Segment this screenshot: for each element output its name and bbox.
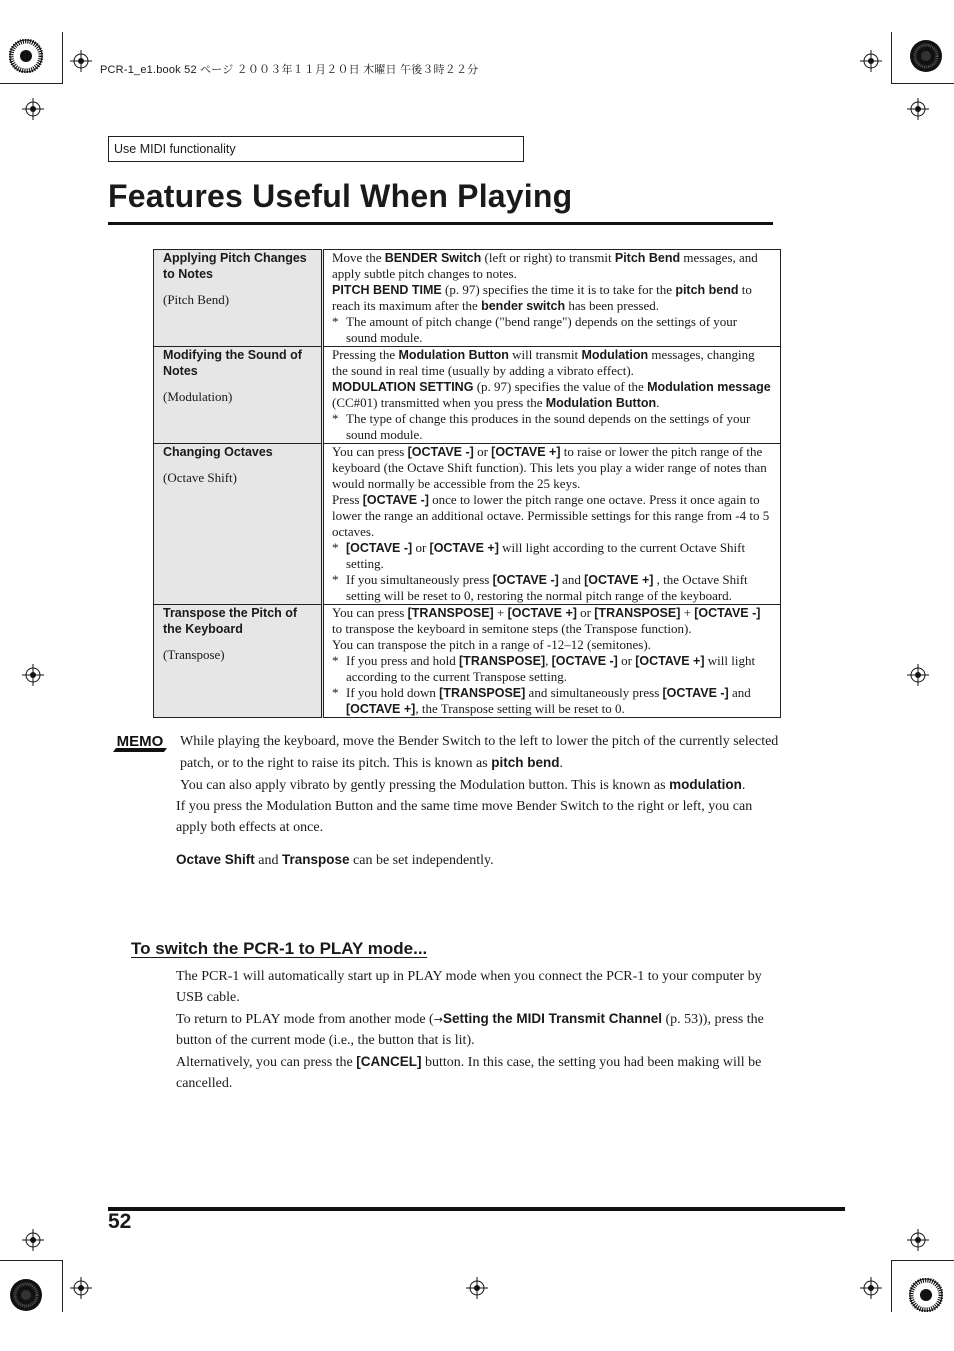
arrow-icon: → <box>433 1013 443 1026</box>
description-text: Press [OCTAVE -] once to lower the pitch range one octave. Press it once again to lower the range an additional octave. Permissible settings for this range from -4 to 5 octaves. <box>332 492 770 539</box>
footnote: * If you press and hold [TRANSPOSE], [OCTAVE -] or [OCTAVE +] will light according to the current Transpose setting. <box>332 653 756 684</box>
table-row <box>154 605 781 718</box>
description-text: You can press [TRANSPOSE] + [OCTAVE +] or [TRANSPOSE] + [OCTAVE -] to transpose the keyboard in semitone steps (the Transpose function). <box>332 605 761 636</box>
footnote: * The amount of pitch change ("bend range") depends on the settings of your sound module. <box>332 314 738 345</box>
body-paragraph: The PCR-1 will automatically start up in PLAY mode when you connect the PCR-1 to your computer by USB cable. <box>176 969 762 1005</box>
table-row <box>154 444 781 605</box>
memo-block <box>176 731 781 871</box>
table-label-cell <box>154 444 323 605</box>
page-title: Features Useful When Playing <box>108 178 573 214</box>
memo-paragraph: While playing the keyboard, move the Bender Switch to the left to lower the pitch of the currently selected patch, or to the right to raise its pitch. This is known as pitch bend. <box>180 734 779 771</box>
table-label-cell <box>154 250 323 347</box>
memo-paragraph: Octave Shift and Transpose can be set independently. <box>176 852 494 868</box>
crosshair-mark-icon <box>907 1229 929 1251</box>
crosshair-mark-icon <box>22 98 44 120</box>
crosshair-mark-icon <box>860 50 882 72</box>
description-text: MODULATION SETTING (p. 97) specifies the value of the Modulation message (CC#01) transmitted when you press the Modulation Button. <box>332 379 771 410</box>
description-text: PITCH BEND TIME (p. 97) specifies the time it is to take for the pitch bend to reach its maximum after the bender switch has been pressed. <box>332 282 752 313</box>
memo-paragraph: You can also apply vibrato by gently pressing the Modulation button. This is known as modulation. <box>180 777 746 793</box>
description-text: You can transpose the pitch in a range of -12–12 (semitones). <box>332 637 651 652</box>
description-text: Move the BENDER Switch (left or right) to transmit Pitch Bend messages, and apply subtle pitch changes to notes. <box>332 250 758 281</box>
play-mode-text <box>176 966 781 1094</box>
crosshair-mark-icon <box>907 98 929 120</box>
crosshair-mark-icon <box>907 664 929 686</box>
row-subtitle: (Modulation) <box>163 389 233 404</box>
memo-paragraph: If you press the Modulation Button and the same time move Bender Switch to the right or left, you can apply both effects at once. <box>176 799 753 835</box>
row-subtitle: (Pitch Bend) <box>163 292 230 307</box>
crosshair-mark-icon <box>22 1229 44 1251</box>
table-label-cell <box>154 605 323 718</box>
memo-icon-label: MEMO <box>116 733 164 750</box>
section-label: Use MIDI functionality <box>108 136 524 162</box>
registration-wheel-icon <box>9 39 43 73</box>
footnote: * [OCTAVE -] or [OCTAVE +] will light according to the current Octave Shift setting. <box>332 540 746 571</box>
table-description-cell <box>323 444 781 605</box>
memo-icon <box>113 731 167 753</box>
table-description-cell <box>323 605 781 718</box>
row-title: Changing Octaves <box>163 445 273 459</box>
registration-wheel-icon <box>909 39 943 73</box>
features-table <box>153 249 781 718</box>
footer-rule <box>108 1207 845 1211</box>
title-rule <box>108 222 773 225</box>
body-paragraph: To return to PLAY mode from another mode (→Setting the MIDI Transmit Channel (p. 53)), press the button of the current mode (i.e., the button that is lit). <box>176 1011 764 1048</box>
crosshair-mark-icon <box>22 664 44 686</box>
crosshair-mark-icon <box>70 1277 92 1299</box>
row-title: Transpose the Pitch of the Keyboard <box>163 606 298 636</box>
row-title: Modifying the Sound of Notes <box>163 348 302 378</box>
section-heading: To switch the PCR-1 to PLAY mode... <box>131 939 428 958</box>
footnote: * The type of change this produces in the sound depends on the settings of your sound module. <box>332 411 751 442</box>
crosshair-mark-icon <box>70 50 92 72</box>
print-header: PCR-1_e1.book 52 ページ ２００３年１１月２０日 木曜日 午後３時２２分 <box>100 64 479 76</box>
crosshair-mark-icon <box>466 1277 488 1299</box>
crosshair-mark-icon <box>860 1277 882 1299</box>
body-paragraph: Alternatively, you can press the [CANCEL] button. In this case, the setting you had been making will be cancelled. <box>176 1054 762 1091</box>
table-label-cell <box>154 347 323 444</box>
registration-wheel-icon <box>9 1278 43 1312</box>
description-text: You can press [OCTAVE -] or [OCTAVE +] to raise or lower the pitch range of the keyboard (the Octave Shift function). This lets you play a wider range of notes than would normally be accessible from the 25 keys. <box>332 444 767 491</box>
description-text: Pressing the Modulation Button will transmit Modulation messages, changing the sound in real time (usually by adding a vibrato effect). <box>332 347 755 378</box>
footnote: * If you simultaneously press [OCTAVE -] and [OCTAVE +] , the Octave Shift setting will be reset to 0, restoring the normal pitch range of the keyboard. <box>332 572 748 603</box>
table-description-cell <box>323 250 781 347</box>
table-row <box>154 250 781 347</box>
registration-wheel-icon <box>909 1278 943 1312</box>
table-description-cell <box>323 347 781 444</box>
row-subtitle: (Transpose) <box>163 647 225 662</box>
footnote: * If you hold down [TRANSPOSE] and simultaneously press [OCTAVE -] and [OCTAVE +], the Transpose setting will be reset to 0. <box>332 685 751 716</box>
table-row <box>154 347 781 444</box>
page-number: 52 <box>108 1210 132 1233</box>
cross-reference-link[interactable]: Setting the MIDI Transmit Channel <box>442 1011 662 1026</box>
row-title: Applying Pitch Changes to Notes <box>163 251 307 281</box>
row-subtitle: (Octave Shift) <box>163 470 238 485</box>
